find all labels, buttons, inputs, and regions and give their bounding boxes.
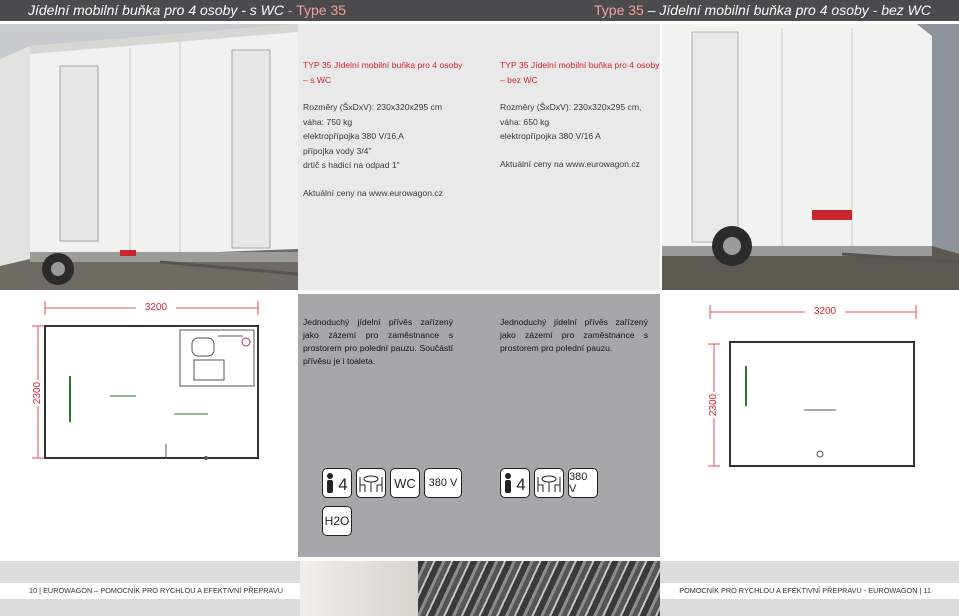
power-label: 380 V [569, 471, 588, 495]
floor-plan-drawing [28, 296, 293, 472]
trailer-illustration [0, 24, 298, 290]
feature-icons-without-wc [500, 468, 598, 498]
left-type-label: - Type 35 [284, 2, 347, 18]
type-heading-line1: TYP 35 Jídelní mobilní buňka pro 4 osoby [303, 60, 463, 70]
left-title-text: Jídelní mobilní buňka pro 4 osoby - s WC [28, 2, 285, 18]
people-count: 4 [338, 475, 348, 494]
trailer-photo-with-wc [0, 24, 298, 290]
plan-depth-label: 2300 [32, 381, 43, 405]
header-bar [0, 0, 959, 21]
power-icon [568, 468, 598, 498]
feature-icons-with-wc [322, 468, 462, 498]
type-heading-line2: – s WC [303, 74, 332, 85]
spec-weight: váha: 650 kg [500, 116, 550, 127]
footer-left: 10 | EUROWAGON – POMOCNÍK PRO RYCHLOU A EFEKTIVNÍ PŘEPRAVU [0, 583, 300, 599]
info-panel [298, 24, 660, 290]
right-title-text: – Jídelní mobilní buňka pro 4 osoby - bez WC [643, 2, 931, 18]
water-icon [322, 506, 352, 536]
right-page-title [594, 0, 931, 21]
description-without-wc: Jednoduchý jídelní přívěs zařízený jako zázemí pro zaměstnance s prostorem pro polední pauzu. [500, 317, 648, 353]
floor-plan-without-wc [700, 296, 936, 472]
floor-plan-with-wc [28, 296, 293, 472]
type-heading-line1: TYP 35 Jídelní mobilní buňka pro 4 osoby [500, 60, 660, 70]
plan-width-label: 3200 [813, 306, 837, 317]
plan-width-label: 3200 [144, 302, 168, 313]
right-type-label: Type 35 [594, 2, 644, 18]
power-icon [424, 468, 462, 498]
spec-water: přípojka vody 3/4" [303, 145, 372, 156]
washbasin-photo [300, 561, 418, 616]
spec-power: elektropřípojka 380 V/16 A [303, 131, 404, 141]
spec-column-without-wc [500, 58, 660, 171]
footer-strip [0, 561, 959, 616]
floor-plan-drawing [700, 296, 936, 472]
spec-column-with-wc [303, 58, 483, 200]
prices-link[interactable]: Aktuální ceny na www.eurowagon.cz [500, 158, 640, 169]
trailer-illustration [662, 24, 959, 290]
type-heading-line2: – bez WC [500, 74, 538, 85]
wc-label: WC [394, 475, 416, 491]
people-count: 4 [516, 475, 526, 494]
texture-photo [418, 561, 660, 616]
spec-power: elektropřípojka 380 V/16 A [500, 131, 601, 141]
dining-table-icon [534, 468, 564, 498]
people-icon [322, 468, 352, 498]
spec-dimensions: Rozměry (ŠxDxV): 230x320x295 cm, [500, 102, 642, 112]
left-page-title [28, 0, 346, 21]
wc-icon [390, 468, 420, 498]
footer-right: POMOCNÍK PRO RYCHLOU A EFEKTIVNÍ PŘEPRAVU - EUROWAGON | 11 [660, 583, 959, 599]
water-label: H2O [324, 514, 350, 528]
spec-drain: drtič s hadicí na odpad 1" [303, 160, 400, 170]
dining-table-icon [356, 468, 386, 498]
description-with-wc: Jednoduchý jídelní přívěs zařízený jako zázemí pro zaměstnance s prostorem pro polední pauzu. Součástí přívěsu je i toaleta. [303, 317, 453, 366]
power-label: 380 V [428, 477, 458, 489]
spec-weight: váha: 750 kg [303, 116, 353, 127]
spec-dimensions: Rozměry (ŠxDxV): 230x320x295 cm [303, 102, 442, 112]
trailer-photo-without-wc [662, 24, 959, 290]
prices-link[interactable]: Aktuální ceny na www.eurowagon.cz [303, 187, 443, 198]
plan-depth-label: 2300 [708, 393, 719, 417]
people-icon [500, 468, 530, 498]
description-panel [298, 294, 660, 557]
